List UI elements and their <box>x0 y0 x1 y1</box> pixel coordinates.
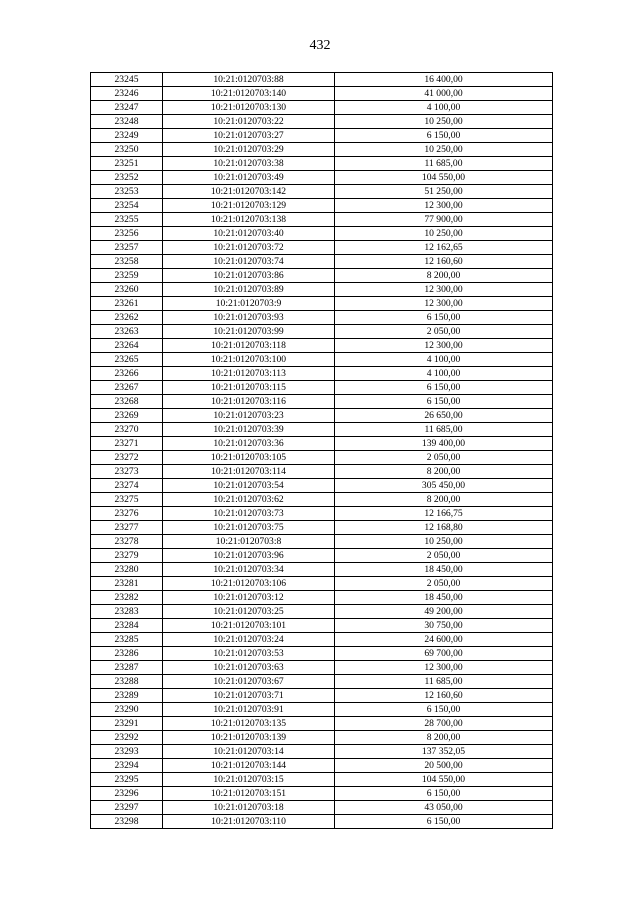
row-number-cell: 23297 <box>91 801 163 815</box>
cadastral-number-cell: 10:21:0120703:18 <box>163 801 335 815</box>
cadastral-number-cell: 10:21:0120703:8 <box>163 535 335 549</box>
amount-cell: 12 168,80 <box>335 521 553 535</box>
row-number-cell: 23273 <box>91 465 163 479</box>
row-number-cell: 23263 <box>91 325 163 339</box>
table-row <box>91 535 553 549</box>
amount-cell: 18 450,00 <box>335 563 553 577</box>
row-number-cell: 23257 <box>91 241 163 255</box>
cadastral-number-cell: 10:21:0120703:36 <box>163 437 335 451</box>
amount-cell: 12 160,60 <box>335 689 553 703</box>
row-number-cell: 23283 <box>91 605 163 619</box>
table-row <box>91 297 553 311</box>
amount-cell: 6 150,00 <box>335 311 553 325</box>
table-row <box>91 717 553 731</box>
table-row <box>91 507 553 521</box>
table-row <box>91 577 553 591</box>
row-number-cell: 23271 <box>91 437 163 451</box>
cadastral-number-cell: 10:21:0120703:151 <box>163 787 335 801</box>
table-row <box>91 633 553 647</box>
table-row <box>91 451 553 465</box>
amount-cell: 2 050,00 <box>335 451 553 465</box>
cadastral-number-cell: 10:21:0120703:115 <box>163 381 335 395</box>
row-number-cell: 23293 <box>91 745 163 759</box>
cadastral-number-cell: 10:21:0120703:14 <box>163 745 335 759</box>
table-row <box>91 465 553 479</box>
registry-table-body <box>91 73 553 829</box>
registry-table <box>90 72 553 829</box>
table-row <box>91 115 553 129</box>
row-number-cell: 23291 <box>91 717 163 731</box>
row-number-cell: 23246 <box>91 87 163 101</box>
row-number-cell: 23288 <box>91 675 163 689</box>
amount-cell: 2 050,00 <box>335 577 553 591</box>
table-row <box>91 395 553 409</box>
amount-cell: 26 650,00 <box>335 409 553 423</box>
cadastral-number-cell: 10:21:0120703:139 <box>163 731 335 745</box>
table-row <box>91 129 553 143</box>
cadastral-number-cell: 10:21:0120703:110 <box>163 815 335 829</box>
table-row <box>91 605 553 619</box>
table-row <box>91 563 553 577</box>
table-row <box>91 73 553 87</box>
cadastral-number-cell: 10:21:0120703:53 <box>163 647 335 661</box>
cadastral-number-cell: 10:21:0120703:73 <box>163 507 335 521</box>
page-number: 432 <box>309 38 331 53</box>
table-row <box>91 647 553 661</box>
table-row <box>91 479 553 493</box>
table-row <box>91 437 553 451</box>
cadastral-number-cell: 10:21:0120703:71 <box>163 689 335 703</box>
cadastral-number-cell: 10:21:0120703:22 <box>163 115 335 129</box>
amount-cell: 6 150,00 <box>335 381 553 395</box>
table-row <box>91 199 553 213</box>
amount-cell: 28 700,00 <box>335 717 553 731</box>
row-number-cell: 23294 <box>91 759 163 773</box>
cadastral-number-cell: 10:21:0120703:74 <box>163 255 335 269</box>
table-row <box>91 255 553 269</box>
row-number-cell: 23267 <box>91 381 163 395</box>
amount-cell: 11 685,00 <box>335 675 553 689</box>
amount-cell: 69 700,00 <box>335 647 553 661</box>
table-row <box>91 745 553 759</box>
amount-cell: 18 450,00 <box>335 591 553 605</box>
cadastral-number-cell: 10:21:0120703:96 <box>163 549 335 563</box>
amount-cell: 104 550,00 <box>335 171 553 185</box>
table-row <box>91 675 553 689</box>
cadastral-number-cell: 10:21:0120703:93 <box>163 311 335 325</box>
amount-cell: 12 300,00 <box>335 199 553 213</box>
row-number-cell: 23251 <box>91 157 163 171</box>
row-number-cell: 23259 <box>91 269 163 283</box>
amount-cell: 4 100,00 <box>335 101 553 115</box>
cadastral-number-cell: 10:21:0120703:24 <box>163 633 335 647</box>
amount-cell: 49 200,00 <box>335 605 553 619</box>
amount-cell: 137 352,05 <box>335 745 553 759</box>
cadastral-number-cell: 10:21:0120703:67 <box>163 675 335 689</box>
amount-cell: 16 400,00 <box>335 73 553 87</box>
row-number-cell: 23262 <box>91 311 163 325</box>
cadastral-number-cell: 10:21:0120703:49 <box>163 171 335 185</box>
amount-cell: 12 300,00 <box>335 283 553 297</box>
cadastral-number-cell: 10:21:0120703:114 <box>163 465 335 479</box>
row-number-cell: 23281 <box>91 577 163 591</box>
amount-cell: 10 250,00 <box>335 143 553 157</box>
table-row <box>91 591 553 605</box>
table-row <box>91 353 553 367</box>
row-number-cell: 23256 <box>91 227 163 241</box>
cadastral-number-cell: 10:21:0120703:39 <box>163 423 335 437</box>
table-row <box>91 493 553 507</box>
table-row <box>91 619 553 633</box>
amount-cell: 20 500,00 <box>335 759 553 773</box>
row-number-cell: 23258 <box>91 255 163 269</box>
cadastral-number-cell: 10:21:0120703:29 <box>163 143 335 157</box>
cadastral-number-cell: 10:21:0120703:12 <box>163 591 335 605</box>
cadastral-number-cell: 10:21:0120703:88 <box>163 73 335 87</box>
cadastral-number-cell: 10:21:0120703:89 <box>163 283 335 297</box>
table-row <box>91 689 553 703</box>
amount-cell: 30 750,00 <box>335 619 553 633</box>
row-number-cell: 23285 <box>91 633 163 647</box>
table-row <box>91 311 553 325</box>
cadastral-number-cell: 10:21:0120703:100 <box>163 353 335 367</box>
amount-cell: 8 200,00 <box>335 465 553 479</box>
cadastral-number-cell: 10:21:0120703:63 <box>163 661 335 675</box>
row-number-cell: 23287 <box>91 661 163 675</box>
amount-cell: 24 600,00 <box>335 633 553 647</box>
row-number-cell: 23296 <box>91 787 163 801</box>
cadastral-number-cell: 10:21:0120703:75 <box>163 521 335 535</box>
cadastral-number-cell: 10:21:0120703:101 <box>163 619 335 633</box>
row-number-cell: 23284 <box>91 619 163 633</box>
table-row <box>91 549 553 563</box>
row-number-cell: 23292 <box>91 731 163 745</box>
cadastral-number-cell: 10:21:0120703:25 <box>163 605 335 619</box>
row-number-cell: 23253 <box>91 185 163 199</box>
cadastral-number-cell: 10:21:0120703:144 <box>163 759 335 773</box>
amount-cell: 8 200,00 <box>335 269 553 283</box>
amount-cell: 104 550,00 <box>335 773 553 787</box>
amount-cell: 11 685,00 <box>335 423 553 437</box>
amount-cell: 6 150,00 <box>335 787 553 801</box>
amount-cell: 12 166,75 <box>335 507 553 521</box>
cadastral-number-cell: 10:21:0120703:9 <box>163 297 335 311</box>
amount-cell: 6 150,00 <box>335 129 553 143</box>
amount-cell: 6 150,00 <box>335 815 553 829</box>
amount-cell: 10 250,00 <box>335 227 553 241</box>
amount-cell: 8 200,00 <box>335 493 553 507</box>
table-row <box>91 325 553 339</box>
amount-cell: 12 300,00 <box>335 297 553 311</box>
row-number-cell: 23254 <box>91 199 163 213</box>
row-number-cell: 23277 <box>91 521 163 535</box>
cadastral-number-cell: 10:21:0120703:106 <box>163 577 335 591</box>
amount-cell: 8 200,00 <box>335 731 553 745</box>
amount-cell: 12 300,00 <box>335 339 553 353</box>
row-number-cell: 23275 <box>91 493 163 507</box>
table-row <box>91 213 553 227</box>
table-row <box>91 815 553 829</box>
cadastral-number-cell: 10:21:0120703:86 <box>163 269 335 283</box>
row-number-cell: 23265 <box>91 353 163 367</box>
table-row <box>91 731 553 745</box>
cadastral-number-cell: 10:21:0120703:38 <box>163 157 335 171</box>
cadastral-number-cell: 10:21:0120703:27 <box>163 129 335 143</box>
cadastral-number-cell: 10:21:0120703:129 <box>163 199 335 213</box>
amount-cell: 77 900,00 <box>335 213 553 227</box>
row-number-cell: 23272 <box>91 451 163 465</box>
row-number-cell: 23252 <box>91 171 163 185</box>
row-number-cell: 23279 <box>91 549 163 563</box>
table-row <box>91 409 553 423</box>
amount-cell: 12 160,60 <box>335 255 553 269</box>
table-row <box>91 157 553 171</box>
amount-cell: 10 250,00 <box>335 535 553 549</box>
amount-cell: 43 050,00 <box>335 801 553 815</box>
table-row <box>91 773 553 787</box>
row-number-cell: 23282 <box>91 591 163 605</box>
table-row <box>91 339 553 353</box>
table-row <box>91 101 553 115</box>
amount-cell: 2 050,00 <box>335 549 553 563</box>
table-row <box>91 521 553 535</box>
row-number-cell: 23260 <box>91 283 163 297</box>
cadastral-number-cell: 10:21:0120703:72 <box>163 241 335 255</box>
row-number-cell: 23266 <box>91 367 163 381</box>
table-row <box>91 801 553 815</box>
table-row <box>91 227 553 241</box>
row-number-cell: 23276 <box>91 507 163 521</box>
row-number-cell: 23286 <box>91 647 163 661</box>
row-number-cell: 23247 <box>91 101 163 115</box>
row-number-cell: 23274 <box>91 479 163 493</box>
amount-cell: 12 300,00 <box>335 661 553 675</box>
table-row <box>91 241 553 255</box>
cadastral-number-cell: 10:21:0120703:135 <box>163 717 335 731</box>
cadastral-number-cell: 10:21:0120703:40 <box>163 227 335 241</box>
row-number-cell: 23245 <box>91 73 163 87</box>
amount-cell: 4 100,00 <box>335 353 553 367</box>
cadastral-number-cell: 10:21:0120703:105 <box>163 451 335 465</box>
amount-cell: 51 250,00 <box>335 185 553 199</box>
cadastral-number-cell: 10:21:0120703:23 <box>163 409 335 423</box>
amount-cell: 139 400,00 <box>335 437 553 451</box>
cadastral-number-cell: 10:21:0120703:34 <box>163 563 335 577</box>
amount-cell: 10 250,00 <box>335 115 553 129</box>
cadastral-number-cell: 10:21:0120703:142 <box>163 185 335 199</box>
row-number-cell: 23268 <box>91 395 163 409</box>
table-row <box>91 171 553 185</box>
amount-cell: 6 150,00 <box>335 395 553 409</box>
table-row <box>91 283 553 297</box>
amount-cell: 4 100,00 <box>335 367 553 381</box>
amount-cell: 11 685,00 <box>335 157 553 171</box>
cadastral-number-cell: 10:21:0120703:118 <box>163 339 335 353</box>
cadastral-number-cell: 10:21:0120703:99 <box>163 325 335 339</box>
table-row <box>91 381 553 395</box>
row-number-cell: 23269 <box>91 409 163 423</box>
cadastral-number-cell: 10:21:0120703:138 <box>163 213 335 227</box>
table-row <box>91 661 553 675</box>
row-number-cell: 23298 <box>91 815 163 829</box>
amount-cell: 6 150,00 <box>335 703 553 717</box>
row-number-cell: 23278 <box>91 535 163 549</box>
amount-cell: 41 000,00 <box>335 87 553 101</box>
row-number-cell: 23261 <box>91 297 163 311</box>
row-number-cell: 23255 <box>91 213 163 227</box>
table-row <box>91 423 553 437</box>
amount-cell: 2 050,00 <box>335 325 553 339</box>
row-number-cell: 23250 <box>91 143 163 157</box>
row-number-cell: 23289 <box>91 689 163 703</box>
cadastral-number-cell: 10:21:0120703:113 <box>163 367 335 381</box>
cadastral-number-cell: 10:21:0120703:15 <box>163 773 335 787</box>
table-row <box>91 759 553 773</box>
cadastral-number-cell: 10:21:0120703:54 <box>163 479 335 493</box>
table-row <box>91 87 553 101</box>
table-row <box>91 367 553 381</box>
row-number-cell: 23248 <box>91 115 163 129</box>
table-row <box>91 787 553 801</box>
row-number-cell: 23280 <box>91 563 163 577</box>
row-number-cell: 23264 <box>91 339 163 353</box>
amount-cell: 12 162,65 <box>335 241 553 255</box>
amount-cell: 305 450,00 <box>335 479 553 493</box>
row-number-cell: 23249 <box>91 129 163 143</box>
table-row <box>91 269 553 283</box>
table-row <box>91 185 553 199</box>
cadastral-number-cell: 10:21:0120703:130 <box>163 101 335 115</box>
cadastral-number-cell: 10:21:0120703:116 <box>163 395 335 409</box>
table-row <box>91 143 553 157</box>
cadastral-number-cell: 10:21:0120703:62 <box>163 493 335 507</box>
cadastral-number-cell: 10:21:0120703:140 <box>163 87 335 101</box>
row-number-cell: 23270 <box>91 423 163 437</box>
row-number-cell: 23295 <box>91 773 163 787</box>
cadastral-number-cell: 10:21:0120703:91 <box>163 703 335 717</box>
row-number-cell: 23290 <box>91 703 163 717</box>
table-row <box>91 703 553 717</box>
